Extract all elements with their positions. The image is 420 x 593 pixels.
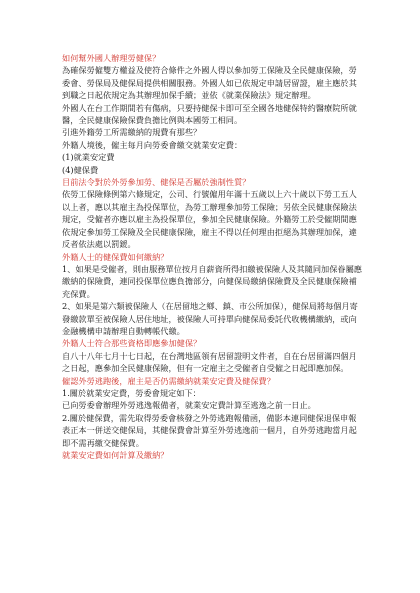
section-heading: 就業安定費如何計算及繳納？ xyxy=(62,450,169,460)
paragraph: 外籍人境後，僱主每月向勞委會繳交就業安定費： xyxy=(62,139,243,150)
paragraph: 外國人在台工作期間若有傷病，只要持健保卡即可至全國各地健保特約醫療院所就醫，全民健康保險保費負擔比例與本國勞工相同。 xyxy=(62,102,357,126)
section-heading: 外籍人士符合那些資格即應參加健保？ xyxy=(62,338,202,349)
list-item: (4)健保費 xyxy=(62,164,99,175)
paragraph: 自八十八年七月十七日起，在台灣地區領有居留證明文件者，自在台居留滿四個月之日起，應參加全民健康保險，但有一定雇主之受僱者自受僱之日起即應加保。 xyxy=(62,350,357,374)
section-heading: 目前法令對於外勞參加勞、健保是否屬於強制性質？ xyxy=(62,177,251,188)
paragraph: 引進外籍勞工所需繳納的規費有那些？ xyxy=(62,127,202,138)
paragraph: 2、如果是第六類被保險人（在居留地之鄉、鎮、市公所加保），健保局將每個月寄發繳款單至被保險人居住地址，被保險人可持單向健保局委託代收機構繳納，或向金融機構申請辦理自動轉帳代繳。 xyxy=(62,301,358,336)
paragraph: 已向勞委會辦理外勞逃逸報備者，就業安定費計算至逃逸之前一日止。 xyxy=(62,400,316,411)
section-heading: 外籍人士的健保費如何繳納？ xyxy=(62,251,169,262)
paragraph: 2.關於健保費，需先取得勞委會核發之外勞逃跑報備函，備影本連同健保退保申報表正本一併送交健保局，其健保費會計算至外勞逃逸前一個月，自外勞逃跑當月起即不需再繳交健保費。 xyxy=(62,412,357,448)
paragraph: 依勞工保險條例第六條規定，公司、行號僱用年滿十五歲以上六十歲以下勞工五人以上者，應以其雇主為投保單位，為勞工辦理參加勞工保險；另依全民健康保險法規定，受僱者亦應以雇主為投保單位，參加全民健康保險。外籍勞工於受僱期間應依規定參加勞工保險及全民健康保險，雇主不得以任何理由拒絕為其辦理加保，違反者依法處以罰鍰。 xyxy=(62,189,357,250)
paragraph: 1、如果是受僱者，則由服務單位按月自薪資所得扣繳被保險人及其隨同加保眷屬應繳納的保險費，連同投保單位應負擔部分，向健保局繳納保險費及全民健康保險補充保費。 xyxy=(62,263,362,299)
paragraph: 為確保勞僱雙方權益及使符合條件之外國人得以參加勞工保險及全民健康保險，勞委會、勞保局及健保局提供相關服務。外國人如已依規定申請居留證，雇主應於其到職之日起依規定為其辦理加保手續；並依《就業保險法》規定辦理。 xyxy=(62,65,357,101)
list-item: (1)就業安定費 xyxy=(62,152,115,163)
section-heading: 如何幫外國人辦理勞健保？ xyxy=(62,53,161,63)
paragraph: 1.關於就業安定費，勞委會規定如下： xyxy=(62,387,201,398)
section-heading: 僱認外勞逃跑後，雇主是否仍需繳納就業安定費及健保費？ xyxy=(62,375,275,386)
document-body xyxy=(62,52,364,461)
